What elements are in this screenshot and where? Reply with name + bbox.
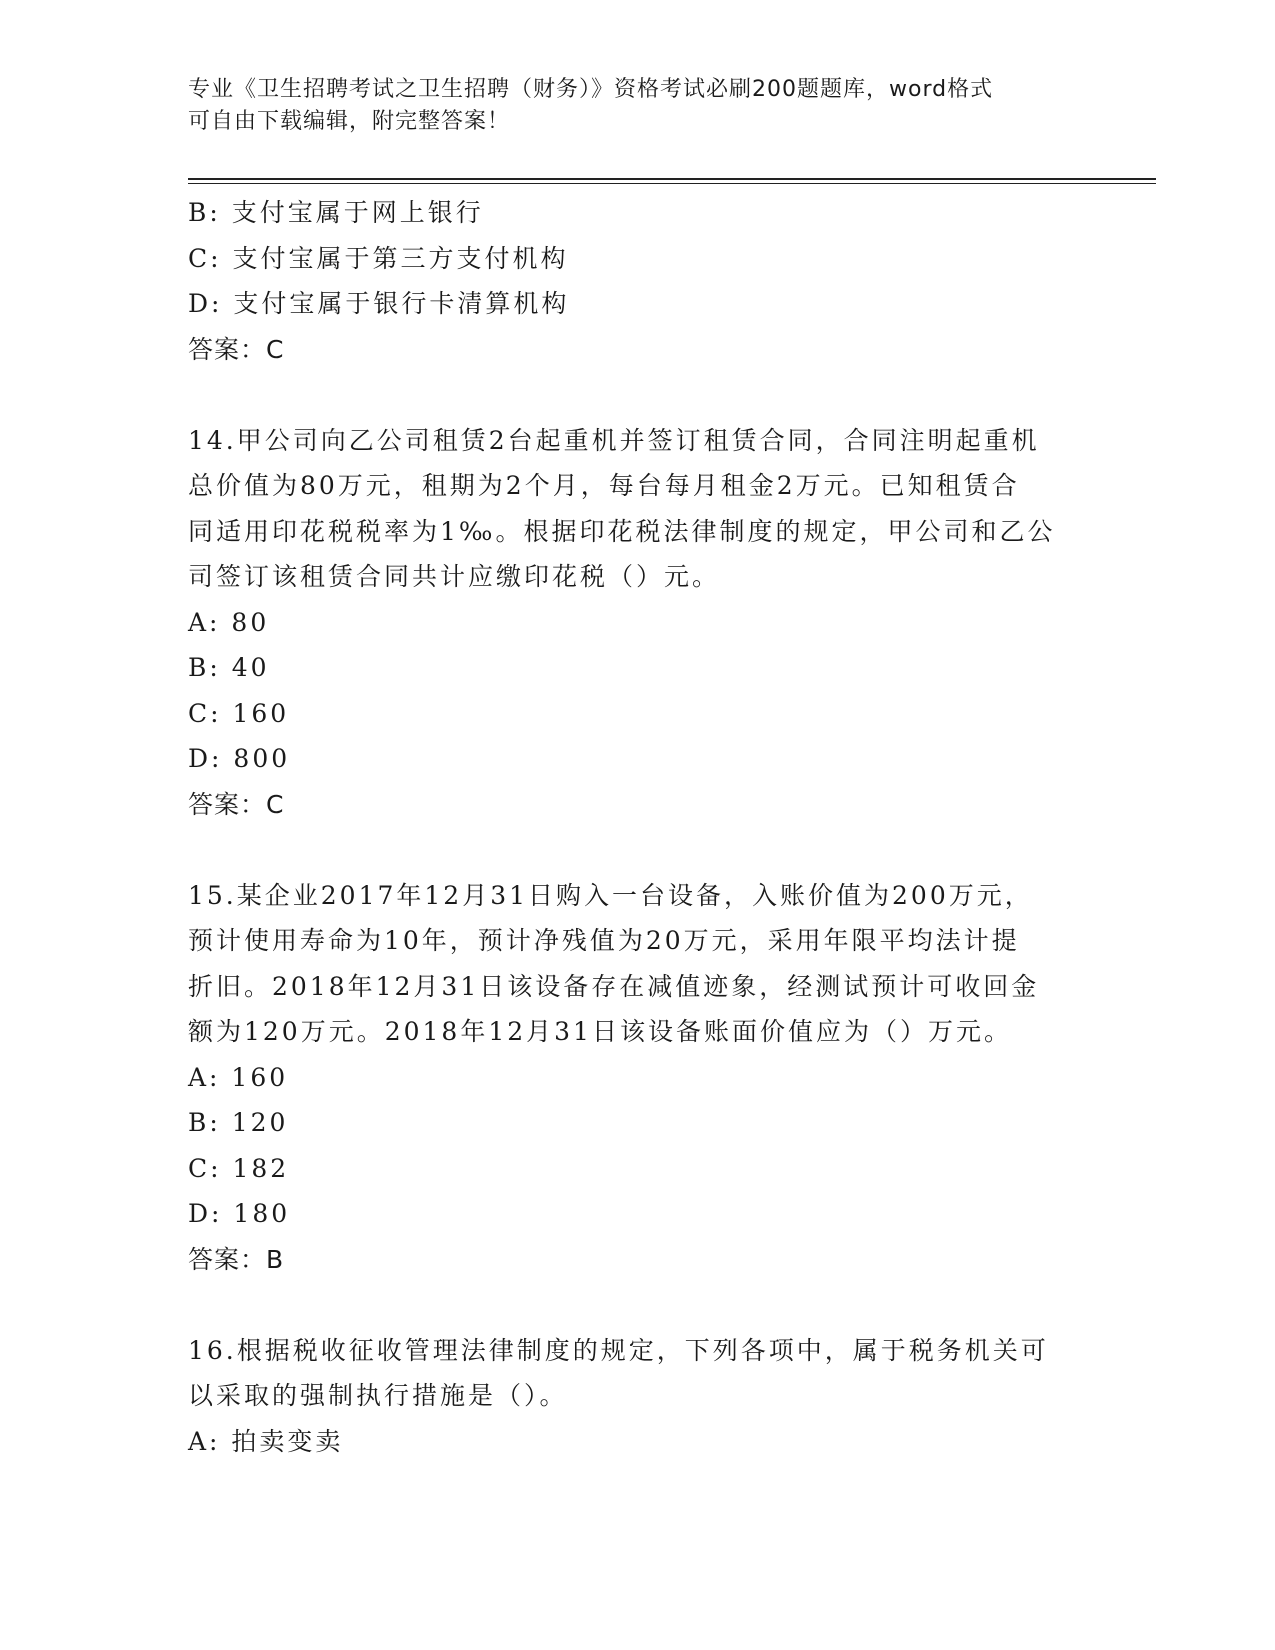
question-13 [188,190,1088,372]
option-b: B: 120 [188,1108,289,1137]
question-stem-line: 14.甲公司向乙公司租赁2台起重机并签订租赁合同，合同注明起重机 [188,425,1040,455]
spacer [188,1282,1088,1328]
header-title-line-1: 专业《卫生招聘考试之卫生招聘（财务）》资格考试必刷200题题库，word格式 [188,77,994,102]
option-a: A: 80 [188,607,270,637]
answer-line: 答案：C [188,334,285,364]
option-c: C: 160 [188,698,290,728]
question-stem-line: 预计使用寿命为10年，预计净残值为20万元，采用年限平均法计提 [188,926,1020,955]
header-divider-thin [188,183,1156,184]
option-c: C: 182 [188,1153,290,1183]
question-stem-line: 总价值为80万元，租期为2个月，每台每月租金2万元。已知租赁合 [188,471,1020,500]
question-stem-line: 以采取的强制执行措施是（）。 [188,1381,568,1410]
question-15 [188,873,1088,1283]
header-title-line-2: 可自由下载编辑，附完整答案！ [188,109,511,134]
question-stem-line: 同适用印花税税率为1‰。根据印花税法律制度的规定，甲公司和乙公 [188,516,1056,546]
document-header [188,74,1068,138]
question-list [188,190,1088,1464]
option-d: D: 支付宝属于银行卡清算机构 [188,289,570,318]
question-stem-line: 额为120万元。2018年12月31日该设备账面价值应为（）万元。 [188,1017,1012,1046]
option-d: D: 800 [188,744,291,773]
question-stem-line: 折旧。2018年12月31日该设备存在减值迹象，经测试预计可收回金 [188,971,1040,1001]
option-a: A: 160 [188,1062,289,1092]
option-d: D: 180 [188,1199,291,1228]
spacer [188,827,1088,873]
option-b: B: 支付宝属于网上银行 [188,198,484,227]
question-16 [188,1328,1088,1465]
option-b: B: 40 [188,653,270,682]
spacer [188,372,1088,418]
answer-line: 答案：B [188,1244,285,1274]
option-a: A: 拍卖变卖 [188,1426,344,1456]
question-stem-line: 15.某企业2017年12月31日购入一台设备，入账价值为200万元， [188,880,1033,910]
option-c: C: 支付宝属于第三方支付机构 [188,243,569,273]
question-stem-line: 16.根据税收征收管理法律制度的规定，下列各项中，属于税务机关可 [188,1335,1049,1365]
header-divider [188,178,1156,180]
answer-line: 答案：C [188,789,285,819]
question-14 [188,418,1088,828]
question-stem-line: 司签订该租赁合同共计应缴印花税（）元。 [188,562,721,591]
